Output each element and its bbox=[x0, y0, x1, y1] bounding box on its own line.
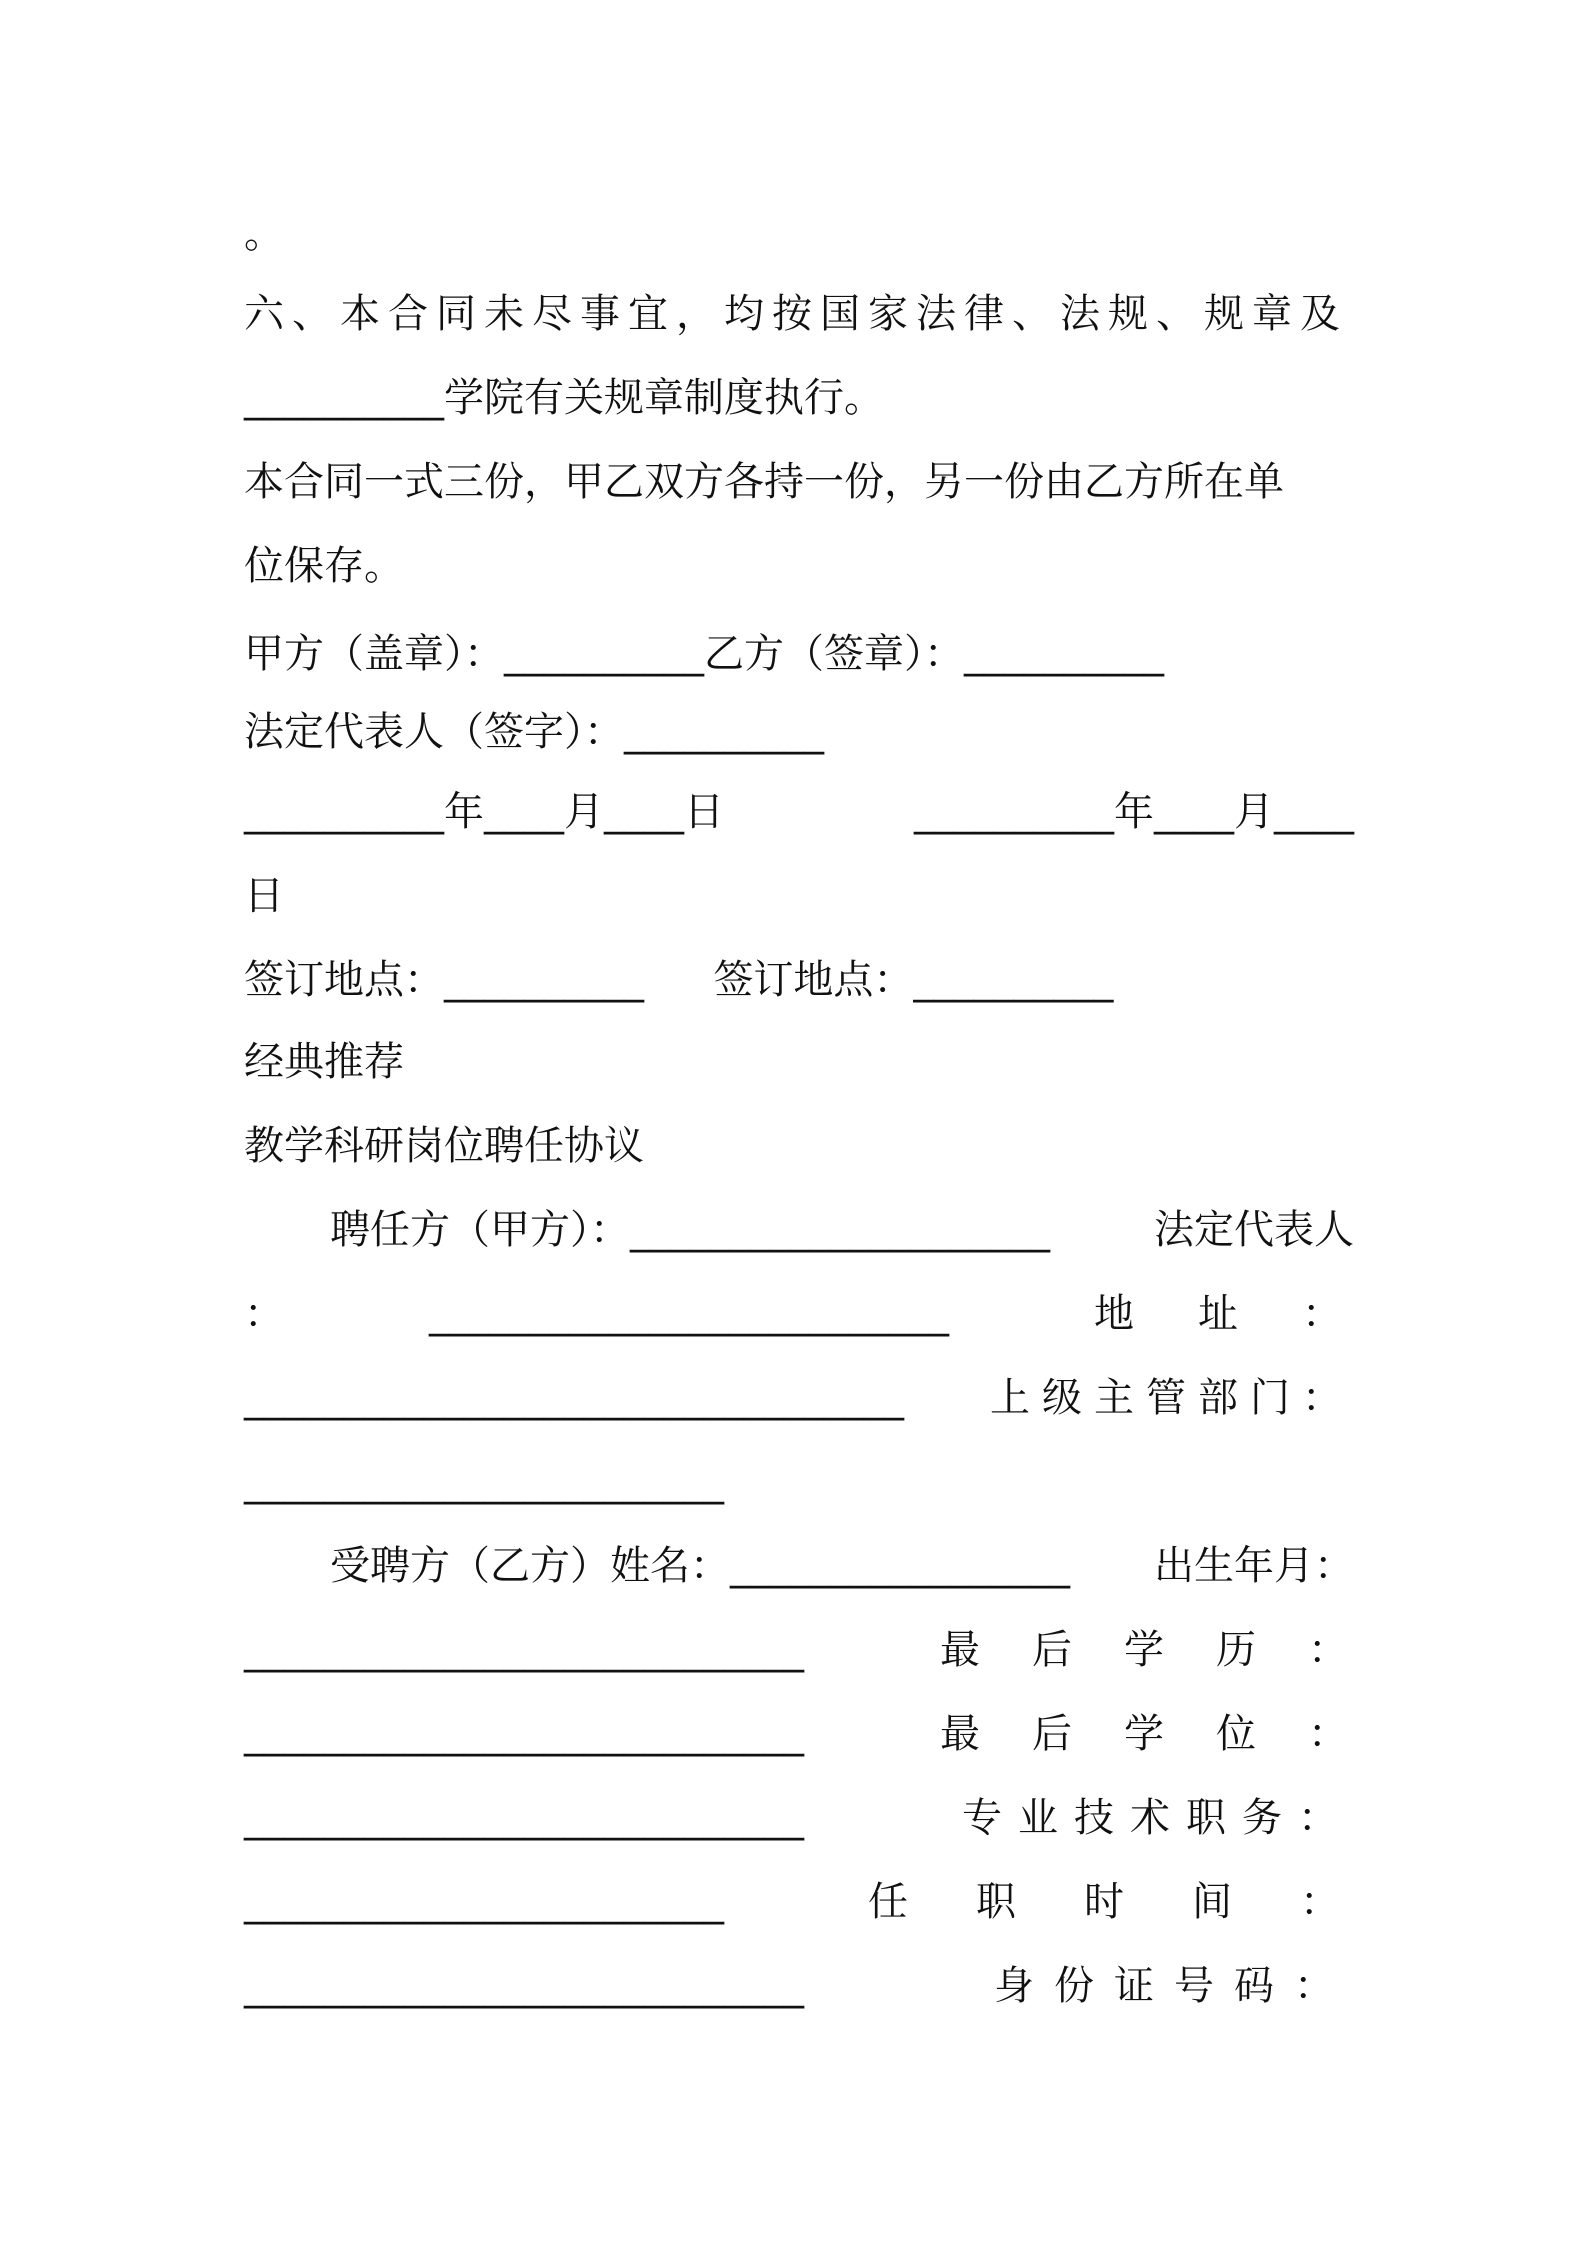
text-line bbox=[244, 950, 1354, 1010]
address-blank: _________________________________ bbox=[244, 1375, 904, 1421]
text-line bbox=[244, 1956, 1354, 2016]
party-a-b-seal-line: 甲方（盖章）：__________乙方（签章）：__________ bbox=[244, 631, 1164, 677]
legal-rep-signature-line: 法定代表人（签字）：__________ bbox=[244, 709, 824, 755]
date-line-party-b: __________年____月____ bbox=[914, 789, 1354, 835]
text-line bbox=[244, 1032, 1354, 1092]
text-line bbox=[244, 1704, 1354, 1764]
text-line bbox=[244, 1200, 1354, 1260]
section-heading-recommended: 经典推荐 bbox=[244, 1039, 404, 1085]
legal-rep-blank: __________________________ bbox=[429, 1291, 949, 1337]
text-line bbox=[244, 536, 1354, 596]
highest-degree-label: 最 后 学 位 ： bbox=[940, 1711, 1354, 1757]
supervisor-dept-label: 上级主管部门： bbox=[990, 1375, 1354, 1421]
legal-rep-colon: ： bbox=[244, 1291, 284, 1337]
trailing-period: 。 bbox=[244, 211, 284, 257]
text-line bbox=[244, 1116, 1354, 1176]
highest-degree-blank: ____________________________ bbox=[244, 1795, 804, 1841]
address-label: 地 址 ： bbox=[1094, 1291, 1354, 1337]
copies-clause: 本合同一式三份，甲乙双方各持一份，另一份由乙方所在单 bbox=[244, 459, 1284, 505]
text-line bbox=[244, 452, 1354, 512]
text-line bbox=[244, 1788, 1354, 1848]
supervisor-dept-blank: ________________________ bbox=[244, 1459, 724, 1505]
text-line bbox=[244, 1872, 1354, 1932]
text-line bbox=[244, 1536, 1354, 1596]
text-line bbox=[244, 1284, 1354, 1344]
professional-title-label: 专业技术职务： bbox=[962, 1795, 1354, 1841]
date-day-suffix: 日 bbox=[244, 873, 284, 919]
clause-six-continued: __________学院有关规章制度执行。 bbox=[244, 375, 884, 421]
id-number-label: 身份证号码： bbox=[994, 1963, 1354, 2009]
text-line bbox=[244, 702, 1354, 762]
appointment-time-label: 任 职 时 间 ： bbox=[868, 1879, 1354, 1925]
professional-title-blank: ________________________ bbox=[244, 1879, 724, 1925]
text-line bbox=[244, 1620, 1354, 1680]
text-line bbox=[244, 624, 1354, 684]
birth-date-blank: ____________________________ bbox=[244, 1627, 804, 1673]
text-line bbox=[244, 866, 1354, 926]
text-line bbox=[244, 204, 1354, 264]
text-line bbox=[244, 368, 1354, 428]
employer-field: 聘任方（甲方）：_____________________ bbox=[330, 1207, 1050, 1253]
text-line bbox=[244, 1368, 1354, 1428]
agreement-title: 教学科研岗位聘任协议 bbox=[244, 1123, 644, 1169]
appointment-time-blank: ____________________________ bbox=[244, 1963, 804, 2009]
clause-six-text: 六、本合同未尽事宜，均按国家法律、法规、规章及 bbox=[244, 291, 1348, 337]
copies-clause-continued: 位保存。 bbox=[244, 543, 404, 589]
signing-place-a: 签订地点：__________ bbox=[244, 957, 644, 1003]
text-line bbox=[244, 1452, 1354, 1512]
text-line bbox=[244, 782, 1354, 842]
signing-place-b: 签订地点：__________ bbox=[713, 957, 1114, 1003]
text-line bbox=[244, 284, 1354, 344]
birth-date-label: 出生年月： bbox=[1154, 1543, 1354, 1589]
highest-education-blank: ____________________________ bbox=[244, 1711, 804, 1757]
employee-name-field: 受聘方（乙方）姓名：_________________ bbox=[330, 1543, 1070, 1589]
highest-education-label: 最 后 学 历 ： bbox=[940, 1627, 1354, 1673]
legal-rep-label: 法定代表人 bbox=[1154, 1207, 1354, 1253]
date-line-party-a: __________年____月____日 bbox=[244, 789, 724, 835]
